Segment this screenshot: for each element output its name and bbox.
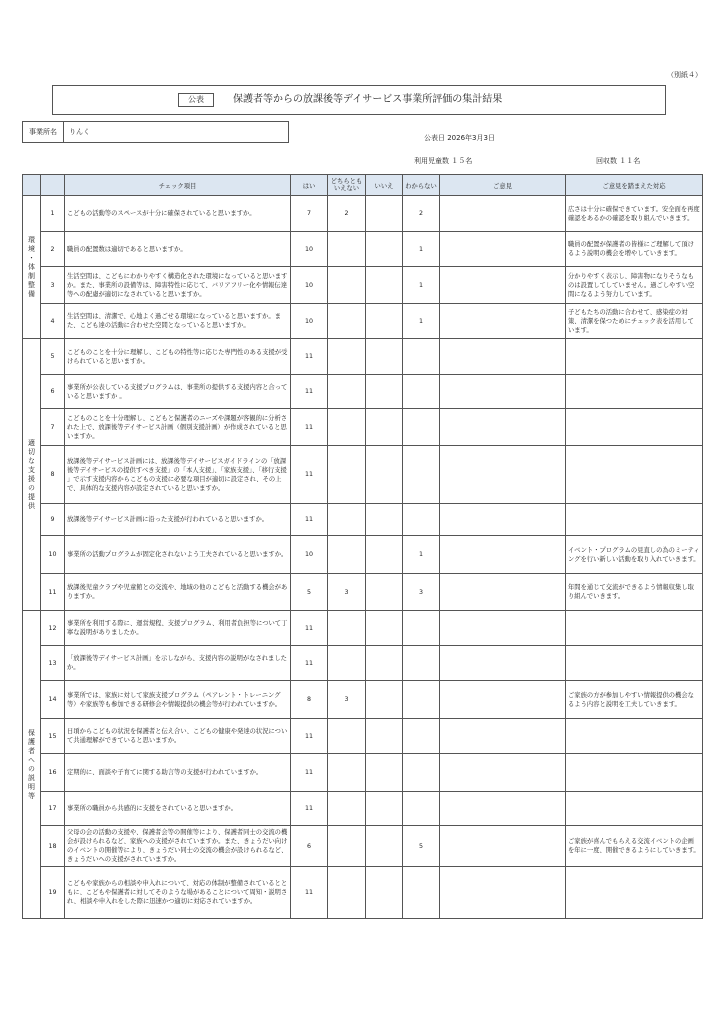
response-cell: イベント・プログラムの見直しの為のミーティングを行い新しい活動を取り入れていきます。	[566, 536, 703, 574]
document-title: 保護者等からの放課後等デイサービス事業所評価の集計結果	[233, 94, 503, 105]
row-number: 17	[41, 792, 65, 826]
neither-count	[328, 504, 366, 536]
row-number: 9	[41, 504, 65, 536]
table-row	[23, 375, 703, 409]
unknown-count: 1	[403, 536, 440, 574]
response-cell	[566, 792, 703, 826]
table-row	[23, 611, 703, 646]
unknown-count: 1	[403, 267, 440, 304]
facility-name: りんく	[69, 128, 90, 136]
neither-count	[328, 267, 366, 304]
row-number: 13	[41, 646, 65, 681]
unknown-count	[403, 339, 440, 375]
table-row	[23, 196, 703, 232]
opinion-cell	[440, 867, 566, 919]
check-item: こどものことを十分に理解し、こどもの特性等に応じた専門性のある支援が受けられていると思いますか。	[65, 339, 291, 375]
check-item: 事業所の活動プログラムが固定化されないよう工夫されていると思いますか。	[65, 536, 291, 574]
response-cell	[566, 754, 703, 792]
table-row	[23, 792, 703, 826]
response-cell: 職員の配置が保護者の皆様にご理解して頂けるよう説明の機会を増やしていきます。	[566, 232, 703, 267]
row-number: 15	[41, 719, 65, 754]
unknown-count	[403, 375, 440, 409]
neither-count	[328, 232, 366, 267]
neither-count: 3	[328, 681, 366, 719]
check-item: 放課後等デイサービス計画には、放課後等デイサービスガイドラインの「放課後等デイサービスの提供すべき支援」の「本人支援」、「家族支援」、「移行支援 」で示す支援内容からこどもの支援に必要な項目が適切に設定され、その上で、具体的な支援内容が設定されていると思いますか。	[65, 446, 291, 504]
unknown-count	[403, 446, 440, 504]
neither-count	[328, 339, 366, 375]
row-number: 5	[41, 339, 65, 375]
header-yes: はい	[291, 175, 328, 196]
neither-count	[328, 826, 366, 867]
neither-count	[328, 646, 366, 681]
yes-count: 8	[291, 681, 328, 719]
neither-count	[328, 867, 366, 919]
publication-badge: 公表	[178, 93, 214, 107]
neither-count	[328, 375, 366, 409]
unknown-count	[403, 409, 440, 446]
page-label: （別紙４）	[667, 71, 702, 79]
unknown-count: 1	[403, 304, 440, 339]
check-item: 事業所を利用する際に、運営規程、支援プログラム、利用者負担等について丁寧な説明がありましたか。	[65, 611, 291, 646]
yes-count: 11	[291, 446, 328, 504]
no-count	[366, 826, 403, 867]
facility-label: 事業所名	[23, 122, 64, 142]
unknown-count: 1	[403, 232, 440, 267]
opinion-cell	[440, 304, 566, 339]
yes-count: 6	[291, 826, 328, 867]
no-count	[366, 792, 403, 826]
no-count	[366, 375, 403, 409]
opinion-cell	[440, 267, 566, 304]
yes-count: 11	[291, 719, 328, 754]
response-cell	[566, 611, 703, 646]
unknown-count	[403, 867, 440, 919]
evaluation-table	[22, 174, 703, 919]
no-count	[366, 196, 403, 232]
opinion-cell	[440, 792, 566, 826]
table-row	[23, 719, 703, 754]
check-item: 放課後児童クラブや児童館との交流や、地域の他のこどもと活動する機会がありますか。	[65, 574, 291, 611]
no-count	[366, 681, 403, 719]
yes-count: 11	[291, 754, 328, 792]
neither-count: 3	[328, 574, 366, 611]
table-row	[23, 339, 703, 375]
opinion-cell	[440, 375, 566, 409]
yes-count: 7	[291, 196, 328, 232]
yes-count: 11	[291, 867, 328, 919]
no-count	[366, 536, 403, 574]
no-count	[366, 446, 403, 504]
opinion-cell	[440, 409, 566, 446]
table-row	[23, 826, 703, 867]
check-item: こどものことを十分理解し、こどもと保護者のニーズや課題が客観的に分析された上で、放課後等デイサービス計画（個別支援計画）が作成されていると思いますか。	[65, 409, 291, 446]
opinion-cell	[440, 754, 566, 792]
yes-count: 11	[291, 339, 328, 375]
opinion-cell	[440, 446, 566, 504]
opinion-cell	[440, 196, 566, 232]
no-count	[366, 304, 403, 339]
check-item: 生活空間は、清潔で、心地よく過ごせる環境になっていると思いますか。また、こども達の活動に合わせた空間となっていると思いますか。	[65, 304, 291, 339]
check-item: 事業所の職員から共感的に支援をされていると思いますか。	[65, 792, 291, 826]
opinion-cell	[440, 339, 566, 375]
unknown-count	[403, 646, 440, 681]
row-number: 16	[41, 754, 65, 792]
row-number: 19	[41, 867, 65, 919]
row-number: 14	[41, 681, 65, 719]
table-row	[23, 409, 703, 446]
response-cell: 子どもたちの活動に合わせて、感染症の対策、清潔を保つためにチェック表を活用しています。	[566, 304, 703, 339]
check-item: 「放課後等デイサービス計画」を示しながら、支援内容の説明がなされましたか。	[65, 646, 291, 681]
table-row	[23, 232, 703, 267]
facility-box	[22, 121, 289, 143]
check-item: 定期的に、面談や子育てに関する助言等の支援が行われていますか。	[65, 754, 291, 792]
response-cell	[566, 409, 703, 446]
unknown-count	[403, 681, 440, 719]
row-number: 1	[41, 196, 65, 232]
response-cell	[566, 375, 703, 409]
header-unknown: わからない	[403, 175, 440, 196]
table-row	[23, 646, 703, 681]
opinion-cell	[440, 611, 566, 646]
yes-count: 11	[291, 646, 328, 681]
unknown-count	[403, 611, 440, 646]
response-cell: ご家族の方が参加しやすい情報提供の機会なるよう内容と説明を工夫していきます。	[566, 681, 703, 719]
response-cell	[566, 504, 703, 536]
check-item: 事業所では、家族に対して家族支援プログラム（ペアレント・トレーニング等）や家族等も参加できる研修会や情報提供の機会等が行われていますか。	[65, 681, 291, 719]
header-check-item: チェック項目	[65, 175, 291, 196]
response-cell	[566, 867, 703, 919]
check-item: 父母の会の活動の支援や、保護者会等の開催等により、保護者同士の交流の機会が設けられるなど、家族への支援がされていますか。また、きょうだい向けのイベントの開催等により、きょうだい同士の交流の機会が設けられるなど、きょうだいへの支援がされていますか。	[65, 826, 291, 867]
row-number: 2	[41, 232, 65, 267]
title-box	[52, 85, 666, 115]
unknown-count	[403, 504, 440, 536]
unknown-count	[403, 792, 440, 826]
neither-count	[328, 536, 366, 574]
response-cell: 広さは十分に確保できています。安全面を再度確認をあるかの確認を取り組んでいきます。	[566, 196, 703, 232]
table-row	[23, 504, 703, 536]
neither-count: 2	[328, 196, 366, 232]
header-response: ご意見を踏まえた対応	[566, 175, 703, 196]
yes-count: 10	[291, 232, 328, 267]
header-no: いいえ	[366, 175, 403, 196]
row-number: 18	[41, 826, 65, 867]
yes-count: 11	[291, 792, 328, 826]
header-number	[41, 175, 65, 196]
section-label: 適切な支援の提供	[23, 339, 41, 611]
opinion-cell	[440, 826, 566, 867]
publication-date: 公表日 2026年3月3日	[424, 134, 495, 142]
row-number: 8	[41, 446, 65, 504]
no-count	[366, 574, 403, 611]
row-number: 4	[41, 304, 65, 339]
check-item: 日頃からこどもの状況を保護者と伝え合い、こどもの健康や発達の状況について共通理解ができていると思いますか。	[65, 719, 291, 754]
check-item: こどもや家族からの相談や申入れについて、対応の体制が整備されているとともに、こどもや保護者に対してそのような場があることについて周知・説明され、相談や申入れをした際に迅速かつ適切に対応されていますか。	[65, 867, 291, 919]
table-row	[23, 304, 703, 339]
yes-count: 11	[291, 409, 328, 446]
opinion-cell	[440, 681, 566, 719]
check-item: こどもの活動等のスペースが十分に確保されていると思いますか。	[65, 196, 291, 232]
response-cell	[566, 339, 703, 375]
unknown-count	[403, 719, 440, 754]
check-item: 事業所が公表している支援プログラムは、事業所の提供する支援内容と合っていると思いますか 。	[65, 375, 291, 409]
yes-count: 5	[291, 574, 328, 611]
response-cell	[566, 646, 703, 681]
table-row	[23, 867, 703, 919]
neither-count	[328, 611, 366, 646]
row-number: 11	[41, 574, 65, 611]
no-count	[366, 232, 403, 267]
response-count: 回収数 １１名	[596, 157, 641, 165]
no-count	[366, 409, 403, 446]
check-item: 生活空間は、こどもにわかりやすく構造化された環境になっていると思いますか。また、事業所の設備等は、障害特性に応じて、バリアフリー化や情報伝達等への配慮が適切になされていると思いますか。	[65, 267, 291, 304]
opinion-cell	[440, 232, 566, 267]
no-count	[366, 611, 403, 646]
no-count	[366, 267, 403, 304]
neither-count	[328, 446, 366, 504]
section-label: 保護者への説明等	[23, 611, 41, 919]
table-row	[23, 446, 703, 504]
table-row	[23, 536, 703, 574]
section-label: 環境・体制整備	[23, 196, 41, 339]
header-blank	[23, 175, 41, 196]
response-cell: 分かりやすく表示し、障害物になりそうなものは設置してしていません。過ごしやすい空間になるよう努力しています。	[566, 267, 703, 304]
opinion-cell	[440, 504, 566, 536]
table-row	[23, 754, 703, 792]
row-number: 12	[41, 611, 65, 646]
neither-count	[328, 792, 366, 826]
row-number: 7	[41, 409, 65, 446]
opinion-cell	[440, 646, 566, 681]
row-number: 6	[41, 375, 65, 409]
yes-count: 10	[291, 267, 328, 304]
table-row	[23, 681, 703, 719]
table-body	[23, 196, 703, 919]
row-number: 3	[41, 267, 65, 304]
no-count	[366, 504, 403, 536]
neither-count	[328, 409, 366, 446]
check-item: 職員の配置数は適切であると思いますか。	[65, 232, 291, 267]
no-count	[366, 754, 403, 792]
check-item: 放課後等デイサービス計画に沿った支援が行われていると思いますか。	[65, 504, 291, 536]
header-opinion: ご意見	[440, 175, 566, 196]
opinion-cell	[440, 574, 566, 611]
no-count	[366, 719, 403, 754]
neither-count	[328, 304, 366, 339]
yes-count: 11	[291, 375, 328, 409]
yes-count: 10	[291, 304, 328, 339]
unknown-count: 5	[403, 826, 440, 867]
yes-count: 10	[291, 536, 328, 574]
response-cell: 年間を通じて交流ができるよう情報収集し取り組んでいきます。	[566, 574, 703, 611]
no-count	[366, 339, 403, 375]
header-neither: どちらとも いえない	[328, 175, 366, 196]
neither-count	[328, 719, 366, 754]
unknown-count: 2	[403, 196, 440, 232]
table-row	[23, 574, 703, 611]
neither-count	[328, 754, 366, 792]
unknown-count	[403, 754, 440, 792]
opinion-cell	[440, 536, 566, 574]
response-cell: ご家族が喜んでもらえる交流イベントの企画を年に一度、開催できるようにしていきます。	[566, 826, 703, 867]
row-number: 10	[41, 536, 65, 574]
no-count	[366, 646, 403, 681]
table-header-row	[23, 175, 703, 196]
no-count	[366, 867, 403, 919]
table-row	[23, 267, 703, 304]
response-cell	[566, 446, 703, 504]
opinion-cell	[440, 719, 566, 754]
yes-count: 11	[291, 504, 328, 536]
unknown-count: 3	[403, 574, 440, 611]
response-cell	[566, 719, 703, 754]
yes-count: 11	[291, 611, 328, 646]
user-count: 利用児童数 １５名	[414, 157, 473, 165]
